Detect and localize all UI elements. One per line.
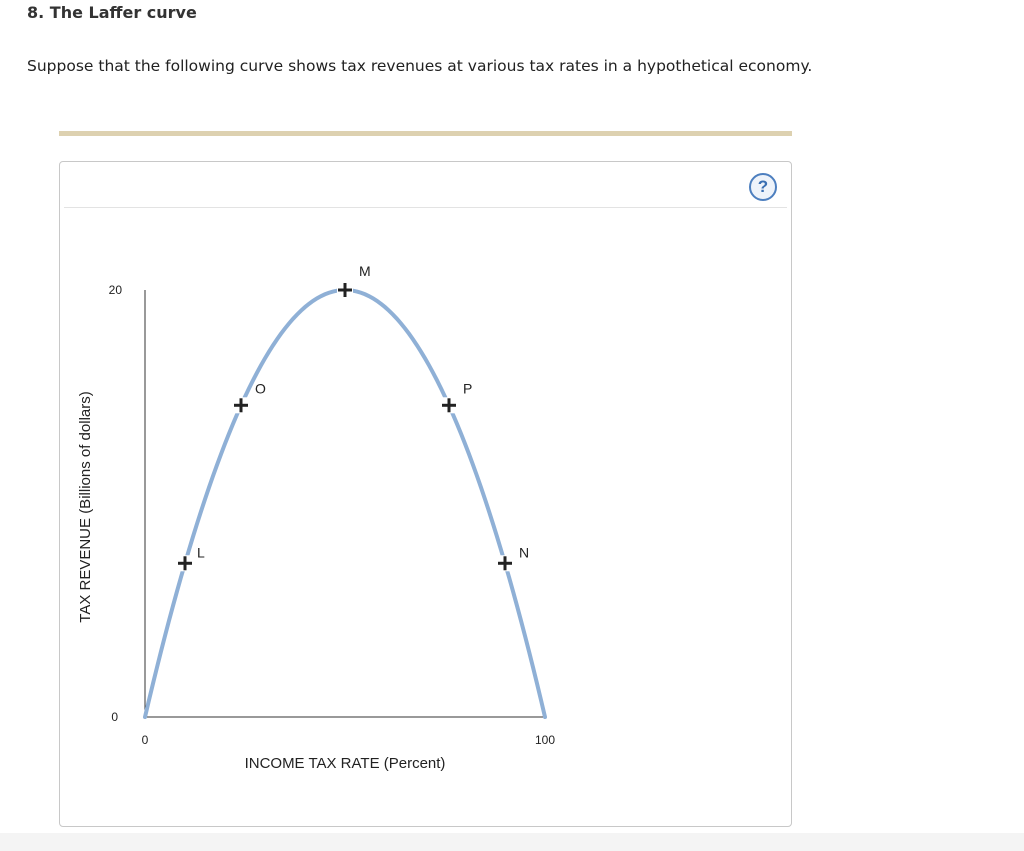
x-axis-title: INCOME TAX RATE (Percent) bbox=[244, 755, 446, 772]
point-label-l: L bbox=[197, 544, 205, 561]
point-label-m: M bbox=[359, 263, 371, 279]
panel-header-divider bbox=[64, 207, 787, 208]
y-axis-title: TAX REVENUE (Billions of dollars) bbox=[77, 391, 94, 623]
question-title: 8. The Laffer curve bbox=[27, 3, 197, 22]
y-tick-label-top: 20 bbox=[108, 283, 122, 297]
x-tick-label-left: 0 bbox=[141, 733, 149, 747]
help-icon[interactable]: ? bbox=[749, 173, 777, 201]
x-tick-label-right: 100 bbox=[534, 733, 556, 747]
point-label-p: P bbox=[463, 380, 473, 397]
point-label-n: N bbox=[519, 544, 530, 561]
question-prompt: Suppose that the following curve shows tax revenues at various tax rates in a hypothetical economy. bbox=[27, 57, 813, 75]
point-label-o: O bbox=[255, 380, 266, 397]
graph-panel bbox=[59, 161, 792, 827]
y-tick-label-bottom: 0 bbox=[111, 710, 118, 724]
